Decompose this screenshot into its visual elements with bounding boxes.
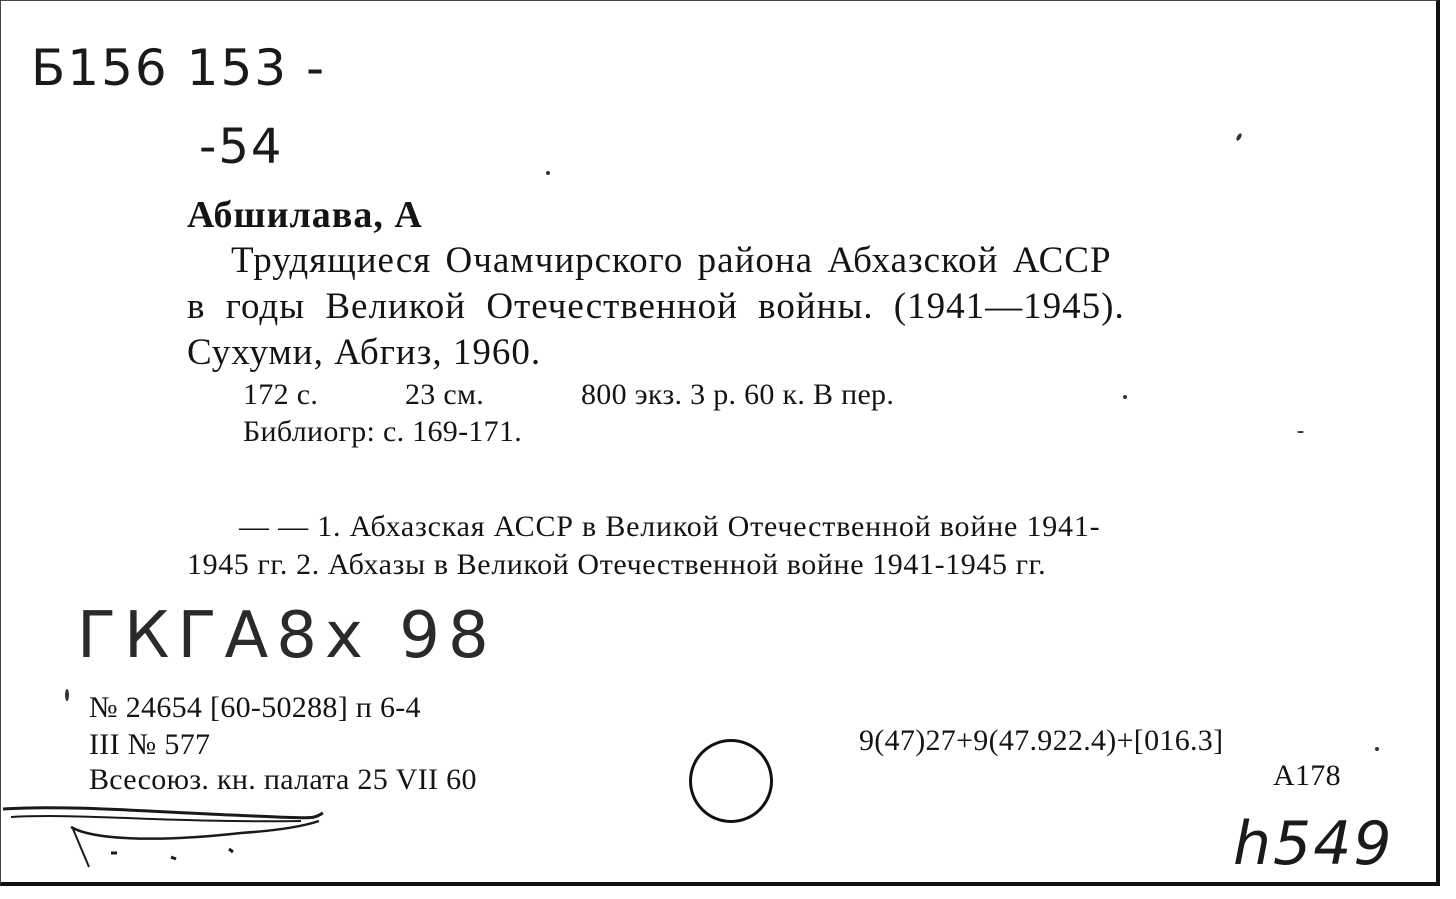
registry-line-2: III № 577 — [89, 728, 211, 761]
handwritten-inventory-number: h549 — [1233, 809, 1394, 879]
classification-code: 9(47)27+9(47.922.4)+[016.3] — [859, 724, 1224, 757]
title-line-1: Трудящиеся Очамчирского района Абхазской АССР — [231, 240, 1112, 281]
author-heading: Абшилава, А — [187, 194, 423, 236]
punch-hole-circle — [689, 739, 773, 823]
collation-copies-price: 800 экз. 3 р. 60 к. В пер. — [581, 378, 895, 411]
scan-speck — [1297, 431, 1304, 433]
scan-speck — [65, 689, 69, 701]
registry-line-1: № 24654 [60-50288] п 6-4 — [89, 691, 421, 724]
subject-line-1: — — 1. Абхазская АССР в Великой Отечественной войне 1941- — [239, 510, 1101, 543]
title-line-2: в годы Великой Отечественной войны. (1941—1945). — [187, 286, 1125, 327]
scan-speck — [1235, 133, 1242, 142]
handwritten-shelfmark-line2: -54 — [199, 119, 284, 175]
collation-pages: 172 с. — [243, 378, 319, 411]
imprint-line: Сухуми, Абгиз, 1960. — [187, 332, 542, 373]
scan-speck — [1123, 395, 1127, 399]
author-mark: А178 — [1273, 759, 1341, 792]
bibliography-note: Библиогр: с. 169-171. — [243, 415, 523, 448]
handwritten-stamp-code: ГКГА8х 98 — [77, 599, 497, 673]
scan-speck — [1375, 747, 1379, 751]
ink-scribble — [1, 791, 331, 881]
collation-size: 23 см. — [405, 378, 485, 411]
handwritten-shelfmark-line1: Б156 153 - — [31, 39, 326, 97]
scan-speck — [546, 171, 550, 175]
subject-line-2: 1945 гг. 2. Абхазы в Великой Отечественной войне 1941-1945 гг. — [187, 548, 1047, 581]
registry-line-3: Всесоюз. кн. палата 25 VII 60 — [89, 763, 477, 796]
